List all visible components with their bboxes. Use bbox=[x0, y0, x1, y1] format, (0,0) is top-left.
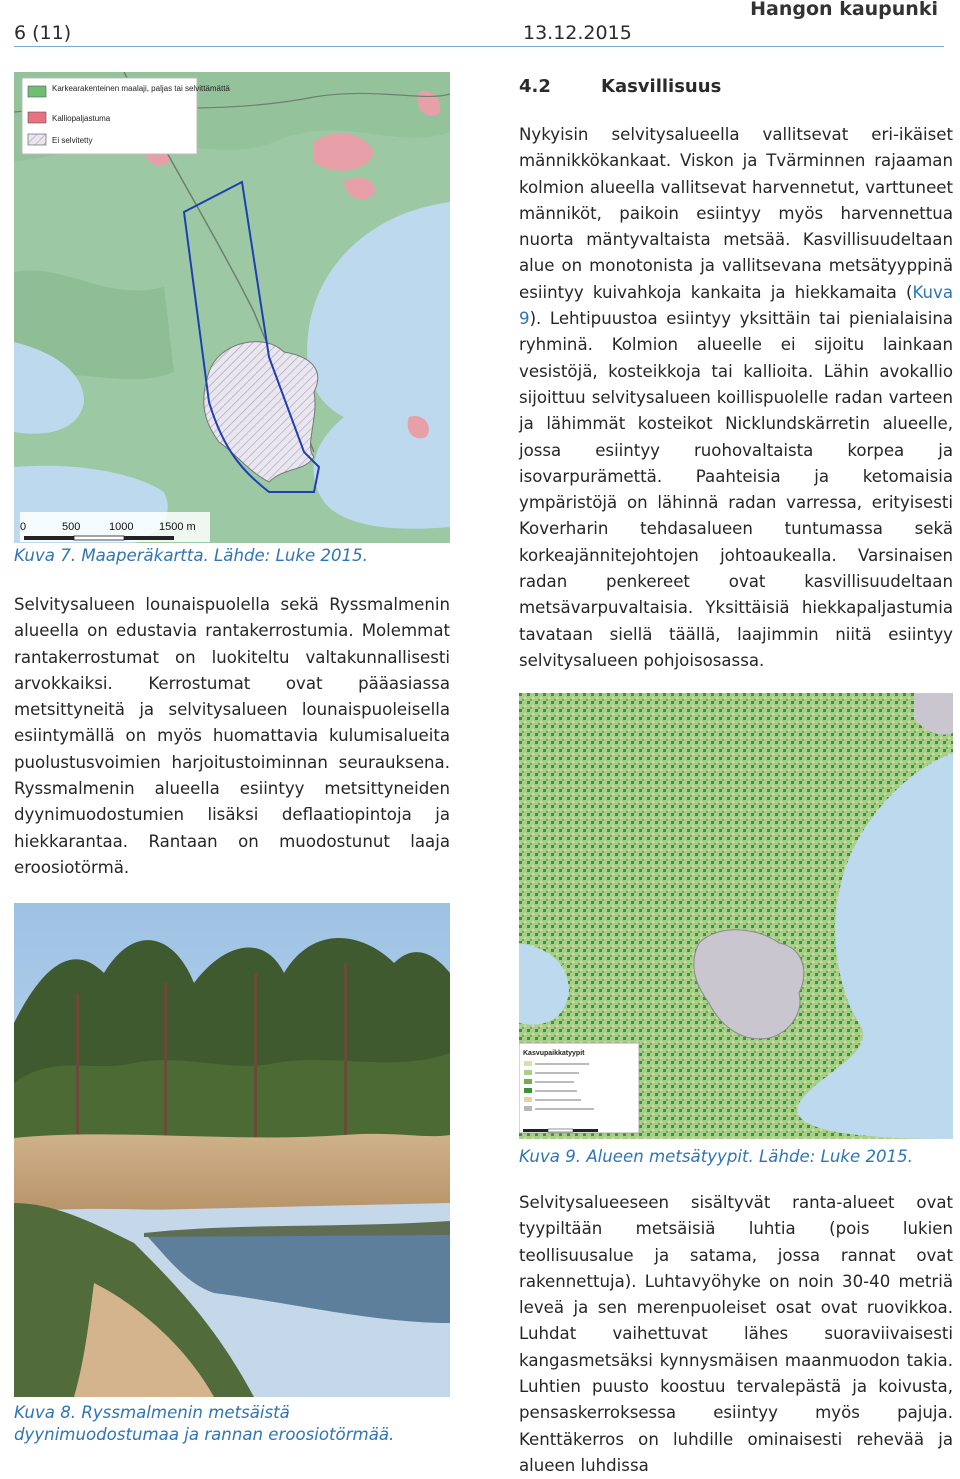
soil-map-image bbox=[14, 72, 450, 543]
forest-type-map-image bbox=[519, 693, 953, 1139]
legend-label-outcrop: Kalliopaljastuma bbox=[52, 114, 111, 123]
legend-label-not-surveyed: Ei selvitetty bbox=[52, 136, 93, 145]
section-heading bbox=[519, 76, 721, 97]
page-header bbox=[0, 0, 960, 50]
left-paragraph: Selvitysalueen lounaispuolella sekä Ryssmalmenin alueella on edustavia rantakerrostumia. Molemmat rantakerrostumat on luokiteltu valtakunnallisesti arvokkaiksi. Kerrostumat ovat pääasiassa metsittyneitä ja selvitysalueen lounaispuoleisella esiintymällä on myös huomattavia kulumisalueita puolustusvoimien harjoitustoiminnan seurauksena. Ryssmalmenin alueella esiintyy metsittyneiden dyynimuodostumien lisäksi deflaatiopintoja ja hiekkarantaa. Rantaan on muodostunut laaja eroosiotörmä. bbox=[14, 595, 450, 877]
section-number: 4.2 bbox=[519, 76, 551, 97]
dune-photo-figure bbox=[14, 903, 450, 1397]
figure9-caption: Kuva 9. Alueen metsätyypit. Lähde: Luke 2015. bbox=[519, 1147, 913, 1166]
forest-type-map-figure bbox=[519, 693, 953, 1139]
figure7-caption: Kuva 7. Maaperäkartta. Lähde: Luke 2015. bbox=[14, 546, 368, 565]
scale-label-0: 0 bbox=[20, 521, 27, 533]
right-text-block-2 bbox=[519, 1190, 953, 1479]
figure8-caption-block bbox=[14, 1402, 450, 1446]
right-paragraph-1-text-b: ). Lehtipuustoa esiintyy yksittäin tai pienialaisina ryhminä. Kolmion alueelle ei sijoitu lainkaan vesistöjä, kosteikkoja tai kallioita. Lähin avokallio sijoittuu selvitysalueen koillispuolelle radan varteen ja lähimmät kosteikot Nicklundskärretin alueelle, jossa esiintyy ruohovaltaista korpea ja isovarpurämettä. Paahteisia ja ketomaisia ympäristöjä on lähinnä radan varressa, erityisesti Koverharin tehdasalueen tuntumassa sekä korkeajännitejohtojen johtoaukealla. Varsinaisen radan penkereet ovat kasvillisuudeltaan metsävarpuvaltaisia. Yksittäisiä hiekkapaljastumia tavataan siellä täällä, laajimmin niitä esiintyy selvitysalueen pohjoisosassa. bbox=[519, 309, 953, 670]
section-title: Kasvillisuus bbox=[601, 76, 722, 97]
figure8-caption: Kuva 8. Ryssmalmenin metsäistä dyynimuodostumaa ja rannan eroosiotörmää. bbox=[14, 1403, 395, 1444]
figure7-caption-block bbox=[14, 545, 450, 567]
left-text-block bbox=[14, 592, 450, 881]
right-paragraph-1 bbox=[519, 122, 953, 674]
forest-legend-title: Kasvupaikkatyypit bbox=[523, 1050, 585, 1057]
right-paragraph-1-text-a: Nykyisin selvitysalueella vallitsevat eri-ikäiset männikkökankaat. Viskon ja Tvärminnen rajaaman kolmion alueella vallitsevat harvennetut, varttuneet männiköt, paikoin esiintyy myös harvennettua nuorta mäntyvaltaista metsää. Kasvillisuudeltaan alue on monotonista ja vallitsevana metsätyyppinä esiintyy kuivahkoja kankaita ja hiekkamaita ( bbox=[519, 125, 953, 302]
header-divider bbox=[14, 46, 944, 47]
right-text-block-1 bbox=[519, 122, 953, 674]
organization-name: Hangon kaupunki bbox=[750, 0, 938, 20]
figure9-caption-block bbox=[519, 1146, 953, 1168]
soil-map-figure bbox=[14, 72, 450, 543]
document-date: 13.12.2015 bbox=[523, 22, 632, 44]
scale-label-1000: 1000 bbox=[109, 521, 134, 533]
scale-label-1500: 1500 m bbox=[159, 521, 196, 533]
right-paragraph-2: Selvitysalueeseen sisältyvät ranta-alueet ovat tyypiltään metsäisiä luhtia (pois lukien teollisuusalue ja satama, jossa rannat ovat rakennettuja). Luhtavyöhyke on noin 30-40 metriä leveä ja sen merenpuoleiset osat ovat ruovikkoa. Luhdat vaihettuvat lähes suoraviivaisesti kangasmetsäksi kynnysmäisen maanmuodon takia. Luhtien puusto koostuu tervalepästä ja koivusta, pensaskerroksessa esiintyy myös pajuja. Kenttäkerros on luhdille ominaisesti rehevää ja alueen luhdissa bbox=[519, 1193, 953, 1475]
page-number: 6 (11) bbox=[14, 22, 72, 44]
dune-photo-image bbox=[14, 903, 450, 1397]
legend-label-coarse-soil: Karkearakenteinen maalaji, paljas tai selvittämättä bbox=[52, 84, 230, 93]
figure9-link[interactable]: Kuva 9 bbox=[519, 282, 953, 329]
scale-label-500: 500 bbox=[62, 521, 81, 533]
